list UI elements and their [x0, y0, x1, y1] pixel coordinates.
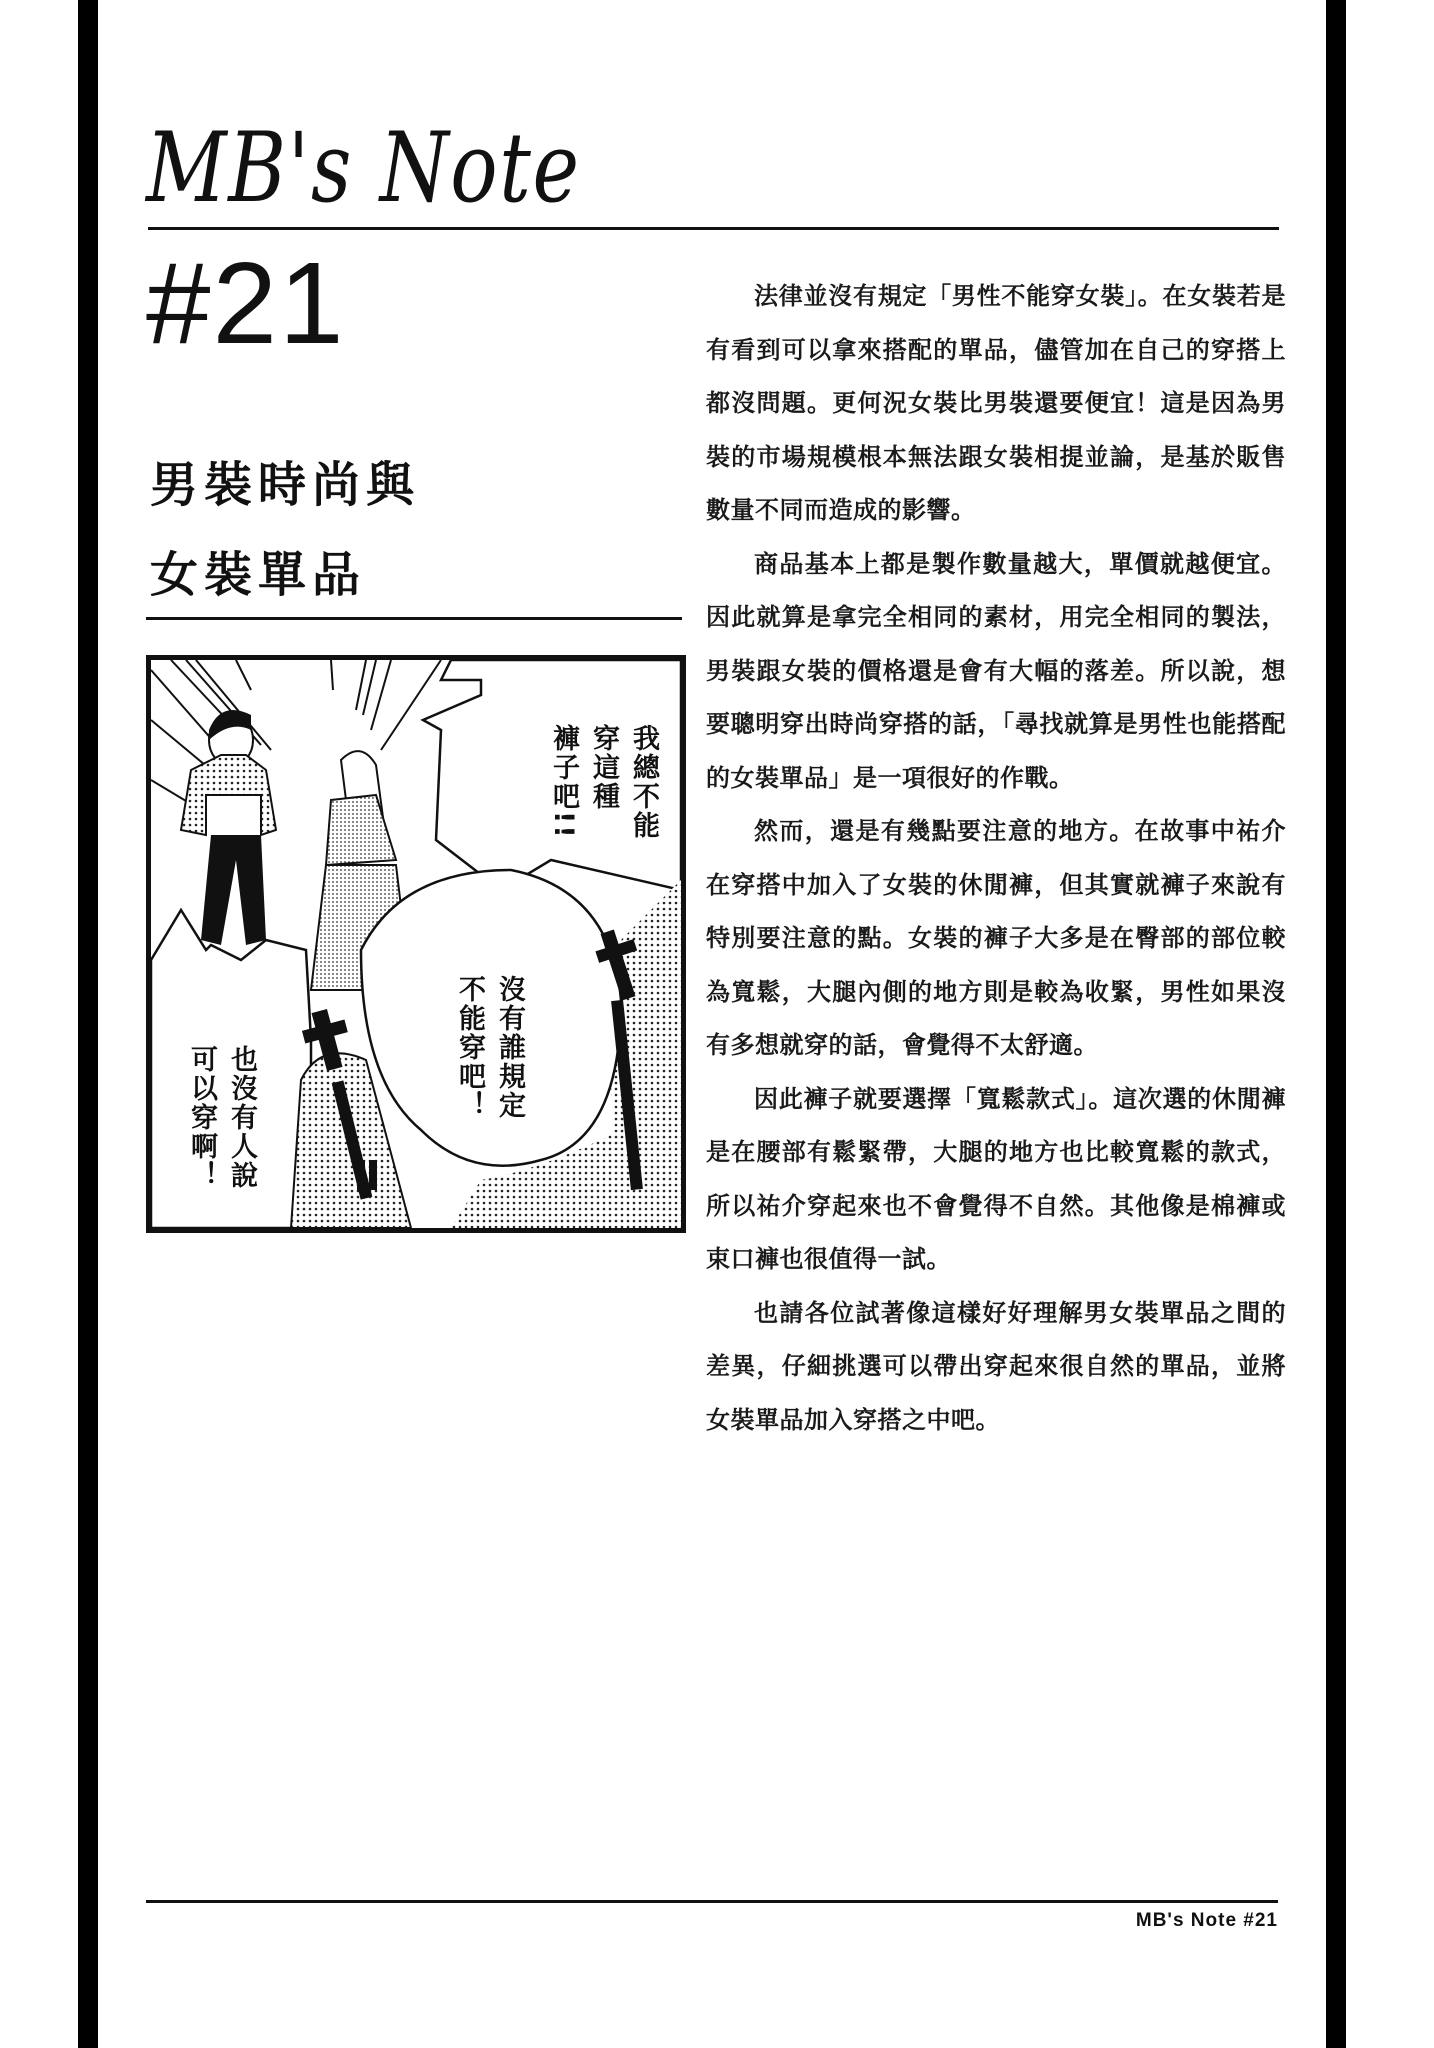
subtitle-rule [146, 617, 682, 620]
bubble-line: 褲子吧 [548, 724, 579, 811]
article-subtitle [150, 440, 420, 620]
bubble-line: 穿這種 [588, 724, 619, 811]
footer-label: MB's Note #21 [1135, 1910, 1278, 1931]
body-paragraph: 然而，還是有幾點要注意的地方。在故事中祐介在穿搭中加入了女裝的休閒褲，但其實就褲子來說有特別要注意的點。女裝的褲子大多是在臀部的部位較為寬鬆，大腿內側的地方則是較為收緊，男性如果沒有多想就穿的話，會覺得不太舒適。 [706, 817, 1286, 1059]
body-paragraph: 也請各位試著像這樣好好理解男女裝單品之間的差異，仔細挑選可以帶出穿起來很自然的單品，並將女裝單品加入穿搭之中吧。 [706, 1298, 1286, 1434]
body-paragraph: 法律並沒有規定「男性不能穿女裝」。在女裝若是有看到可以拿來搭配的單品，儘管加在自己的穿搭上都沒問題。更何況女裝比男裝還要便宜！這是因為男裝的市場規模根本無法跟女裝相提並論，是基於販售數量不同而造成的影響。 [706, 282, 1286, 524]
bubble-line: !! [548, 811, 579, 840]
subtitle-line: 女裝單品 [150, 547, 367, 603]
subtitle-line: 男裝時尚與 [150, 457, 421, 513]
bubble-line: 不能穿吧！ [454, 975, 485, 1120]
body-paragraph: 因此褲子就要選擇「寬鬆款式」。這次選的休閒褲是在腰部有鬆緊帶，大腿的地方也比較寬鬆的款式，所以祐介穿起來也不會覺得不自然。其他像是棉褲或束口褲也很值得一試。 [706, 1084, 1286, 1273]
speech-bubble-center [449, 975, 529, 1120]
header-rule [148, 227, 1279, 230]
manga-panel [146, 655, 686, 1233]
character-man [181, 710, 276, 945]
page-edge-right [1326, 0, 1346, 2048]
page-edge-left [78, 0, 98, 2048]
footer-rule [146, 1900, 1278, 1903]
article-body [706, 270, 1286, 1447]
column-title: MB's Note [146, 112, 581, 224]
speech-bubble-bottom-left [181, 1045, 261, 1190]
body-paragraph: 商品基本上都是製作數量越大，單價就越便宜。因此就算是拿完全相同的素材，用完全相同的製法，男裝跟女裝的價格還是會有大幅的落差。所以說，想要聰明穿出時尚穿搭的話，「尋找就算是男性也能搭配的女裝單品」是一項很好的作戰。 [706, 549, 1286, 792]
bubble-line: 我總不能 [628, 724, 659, 840]
speech-bubble-top-right [543, 724, 663, 840]
bubble-line: 可以穿啊！ [186, 1045, 217, 1190]
issue-number: #21 [146, 238, 346, 368]
bubble-line: 也沒有人說 [226, 1045, 257, 1190]
bubble-line: 沒有誰規定 [494, 975, 525, 1120]
